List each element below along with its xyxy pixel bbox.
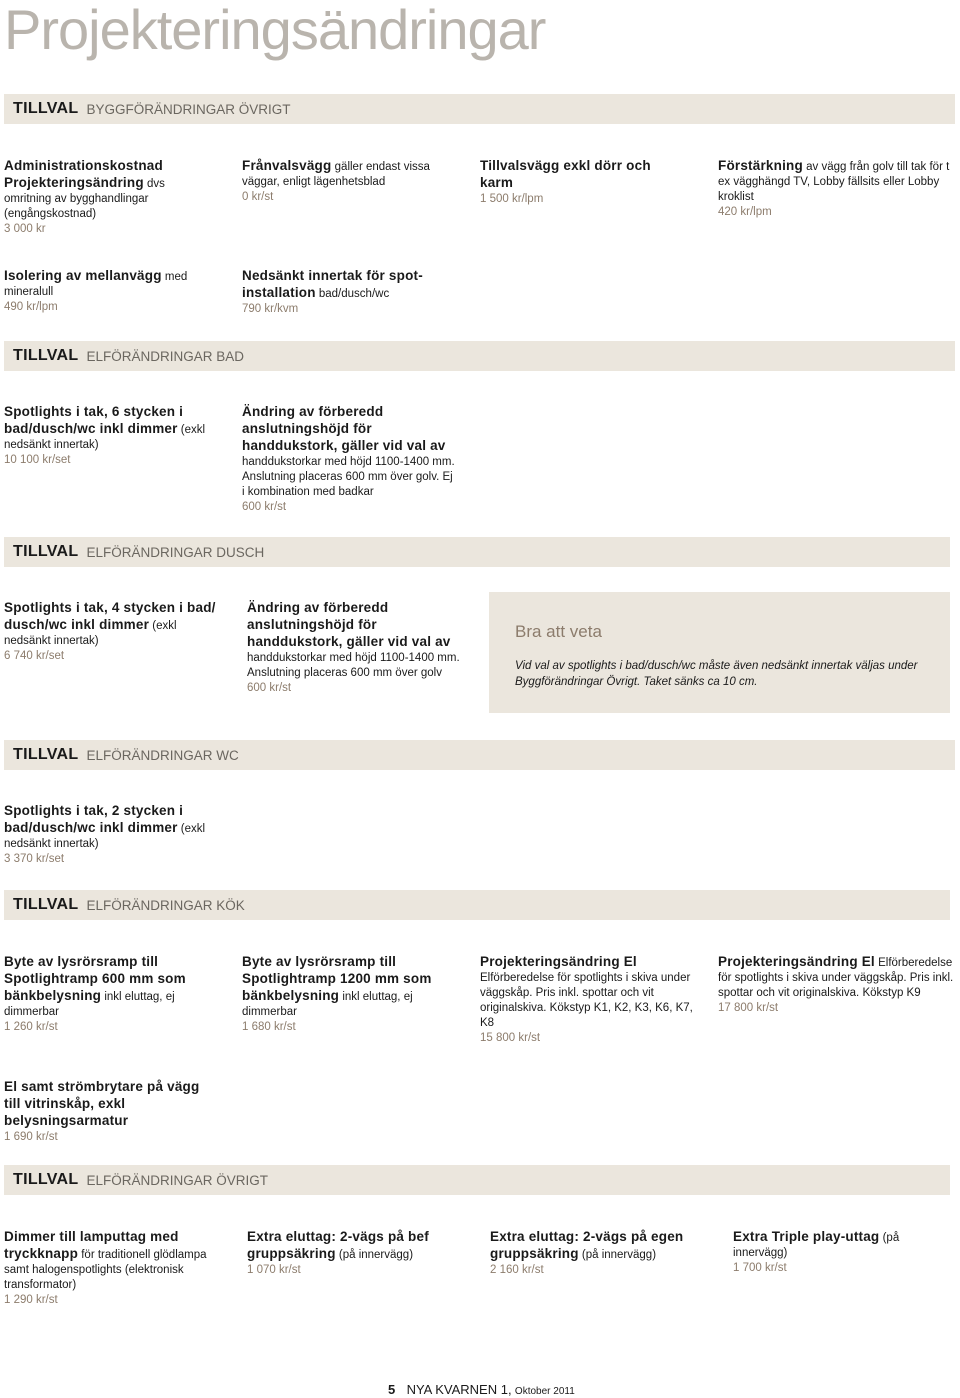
item-title: Extra Triple play-uttag (733, 1229, 880, 1244)
item-price: 1 070 kr/st (247, 1264, 301, 1276)
section-subtitle: ELFÖRÄNDRINGAR WC (86, 747, 239, 763)
section-label: TILLVAL (13, 1171, 79, 1188)
item-title: Projekteringsändring El (718, 954, 875, 969)
section-label: TILLVAL (13, 746, 79, 763)
item-price: 1 260 kr/st (4, 1021, 58, 1033)
item-desc: Elförberedelse för spotlights i skiva under väggskåp. Pris inkl. spottar och vit originalskiva. Kökstyp K9 (718, 957, 954, 999)
item-eluttag-bef (247, 1229, 459, 1278)
item-price: 3 370 kr/set (4, 853, 65, 865)
item-price: 3 000 kr (4, 223, 46, 235)
item-price: 6 740 kr/set (4, 650, 65, 662)
item-price: 17 800 kr/st (718, 1002, 779, 1014)
item-projektering-el-k1 (480, 954, 695, 1046)
item-desc: av vägg från golv till tak för t ex vägghängd TV, Lobby fällsits eller Lobby kroklist (718, 161, 950, 203)
item-el-vitrinskap (4, 1079, 214, 1145)
item-desc: (exkl nedsänkt innertak) (4, 823, 206, 850)
item-spotlightramp-600 (4, 954, 214, 1035)
item-title: El samt strömbrytare på vägg till vitrinskåp, exkl belysningsarmatur (4, 1079, 200, 1128)
item-title: Spotlights i tak, 2 stycken i bad/dusch/wc inkl dimmer (4, 803, 184, 835)
item-administrationskostnad (4, 158, 204, 237)
item-desc: dvs omritning av bygghandlingar (engångskostnad) (4, 178, 165, 220)
item-title: Frånvalsvägg (242, 158, 332, 173)
info-box-bra-att-veta (489, 592, 950, 713)
item-desc: gäller endast vissa väggar, enligt lägenhetsblad (242, 161, 430, 188)
item-title: Ändring av förberedd anslutningshöjd för handdukstork, gäller vid val av (242, 404, 446, 453)
item-desc: (på innervägg) (733, 1232, 900, 1259)
section-subtitle: ELFÖRÄNDRINGAR KÖK (86, 897, 245, 913)
item-desc: handdukstorkar med höjd 1100-1400 mm. Anslutning placeras 600 mm över golv. Ej i kombination med badkar (242, 456, 455, 498)
item-nedsankt-innertak (242, 268, 442, 317)
item-desc: (på innervägg) (581, 1249, 657, 1261)
item-price: 0 kr/st (242, 191, 274, 203)
item-price: 1 290 kr/st (4, 1294, 58, 1306)
item-isolering (4, 268, 204, 315)
section-header-kok (4, 890, 950, 920)
item-title: Byte av lysrörsramp till Spotlightramp 1200 mm som bänkbelysning (242, 954, 432, 1003)
item-handdukstork-bad (242, 404, 457, 515)
item-dimmer (4, 1229, 216, 1308)
item-title: Administrationskostnad Projekteringsändring (4, 158, 163, 190)
item-desc: handdukstorkar med höjd 1100-1400 mm. Anslutning placeras 600 mm över golv (247, 652, 460, 679)
section-label: TILLVAL (13, 543, 79, 560)
item-price: 10 100 kr/set (4, 454, 71, 466)
item-title: Extra eluttag: 2-vägs på bef gruppsäkring (247, 1229, 429, 1261)
section-header-wc (4, 740, 955, 770)
section-label: TILLVAL (13, 347, 79, 364)
info-heading: Bra att veta (515, 622, 602, 641)
item-title: Isolering av mellanvägg (4, 268, 162, 283)
item-title: Dimmer till lamputtag med tryckknapp (4, 1229, 179, 1261)
section-label: TILLVAL (13, 896, 79, 913)
item-price: 1 690 kr/st (4, 1131, 58, 1143)
item-price: 1 500 kr/lpm (480, 193, 544, 205)
item-desc: (på innervägg) (338, 1249, 414, 1261)
item-spotlightramp-1200 (242, 954, 452, 1035)
info-text: Vid val av spotlights i bad/dusch/wc måste även nedsänkt innertak väljas under Byggförändringar Övrigt. Taket sänks ca 10 cm. (515, 660, 918, 688)
item-desc: (exkl nedsänkt innertak) (4, 424, 206, 451)
item-desc: (exkl nedsänkt innertak) (4, 620, 177, 647)
item-price: 490 kr/lpm (4, 301, 58, 313)
section-subtitle: BYGGFÖRÄNDRINGAR ÖVRIGT (86, 101, 291, 117)
item-title: Förstärkning (718, 158, 803, 173)
page-title: Projekteringsändringar (4, 0, 546, 61)
item-title: Tillvalsvägg exkl dörr och karm (480, 158, 651, 190)
section-header-bygg (4, 94, 955, 124)
item-price: 600 kr/st (242, 501, 287, 513)
item-forstarkning (718, 158, 958, 220)
project-name: NYA KVARNEN 1, (406, 1382, 512, 1397)
item-title: Ändring av förberedd anslutningshöjd för handdukstork, gäller vid val av (247, 600, 451, 649)
item-title: Projekteringsändring El (480, 954, 637, 969)
item-price: 1 700 kr/st (733, 1262, 787, 1274)
item-price: 420 kr/lpm (718, 206, 772, 218)
item-triple-play (733, 1229, 933, 1276)
item-handdukstork-dusch (247, 600, 462, 696)
item-desc: bad/dusch/wc (318, 288, 390, 300)
item-eluttag-egen (490, 1229, 702, 1278)
item-title: Nedsänkt innertak för spot-installation (242, 268, 423, 300)
section-header-ovrigt (4, 1165, 950, 1195)
item-title: Extra eluttag: 2-vägs på egen gruppsäkring (490, 1229, 684, 1261)
section-subtitle: ELFÖRÄNDRINGAR BAD (86, 348, 245, 364)
item-desc: inkl eluttag, ej dimmerbar (4, 991, 175, 1018)
section-subtitle: ELFÖRÄNDRINGAR DUSCH (86, 544, 265, 560)
item-desc: för traditionell glödlampa samt halogenspotlights (elektronisk transformator) (4, 1249, 207, 1291)
item-spotlights-dusch (4, 600, 219, 664)
item-price: 2 160 kr/st (490, 1264, 544, 1276)
item-desc: Elförberedelse för spotlights i skiva under väggskåp. Pris inkl. spottar och vit originalskiva. Kökstyp K1, K2, K3, K6, K7, K8 (480, 972, 693, 1029)
section-subtitle: ELFÖRÄNDRINGAR ÖVRIGT (86, 1172, 269, 1188)
section-header-bad (4, 341, 955, 371)
item-title: Byte av lysrörsramp till Spotlightramp 600 mm som bänkbelysning (4, 954, 186, 1003)
item-price: 790 kr/kvm (242, 303, 299, 315)
section-label: TILLVAL (13, 100, 79, 117)
page-footer (388, 1382, 575, 1397)
item-price: 1 680 kr/st (242, 1021, 296, 1033)
item-spotlights-wc (4, 803, 216, 867)
section-header-dusch (4, 537, 950, 567)
item-title: Spotlights i tak, 4 stycken i bad/ dusch/wc inkl dimmer (4, 600, 216, 632)
item-projektering-el-k9 (718, 954, 958, 1016)
item-spotlights-bad (4, 404, 216, 468)
item-title: Spotlights i tak, 6 stycken i bad/dusch/wc inkl dimmer (4, 404, 184, 436)
item-franvalsvagg (242, 158, 457, 205)
page-number: 5 (388, 1382, 396, 1397)
item-tillvalsvagg (480, 158, 680, 207)
item-price: 15 800 kr/st (480, 1032, 541, 1044)
item-desc: inkl eluttag, ej dimmerbar (242, 991, 413, 1018)
item-price: 600 kr/st (247, 682, 292, 694)
item-desc: med mineralull (4, 271, 188, 298)
publication-date: Oktober 2011 (514, 1386, 575, 1397)
